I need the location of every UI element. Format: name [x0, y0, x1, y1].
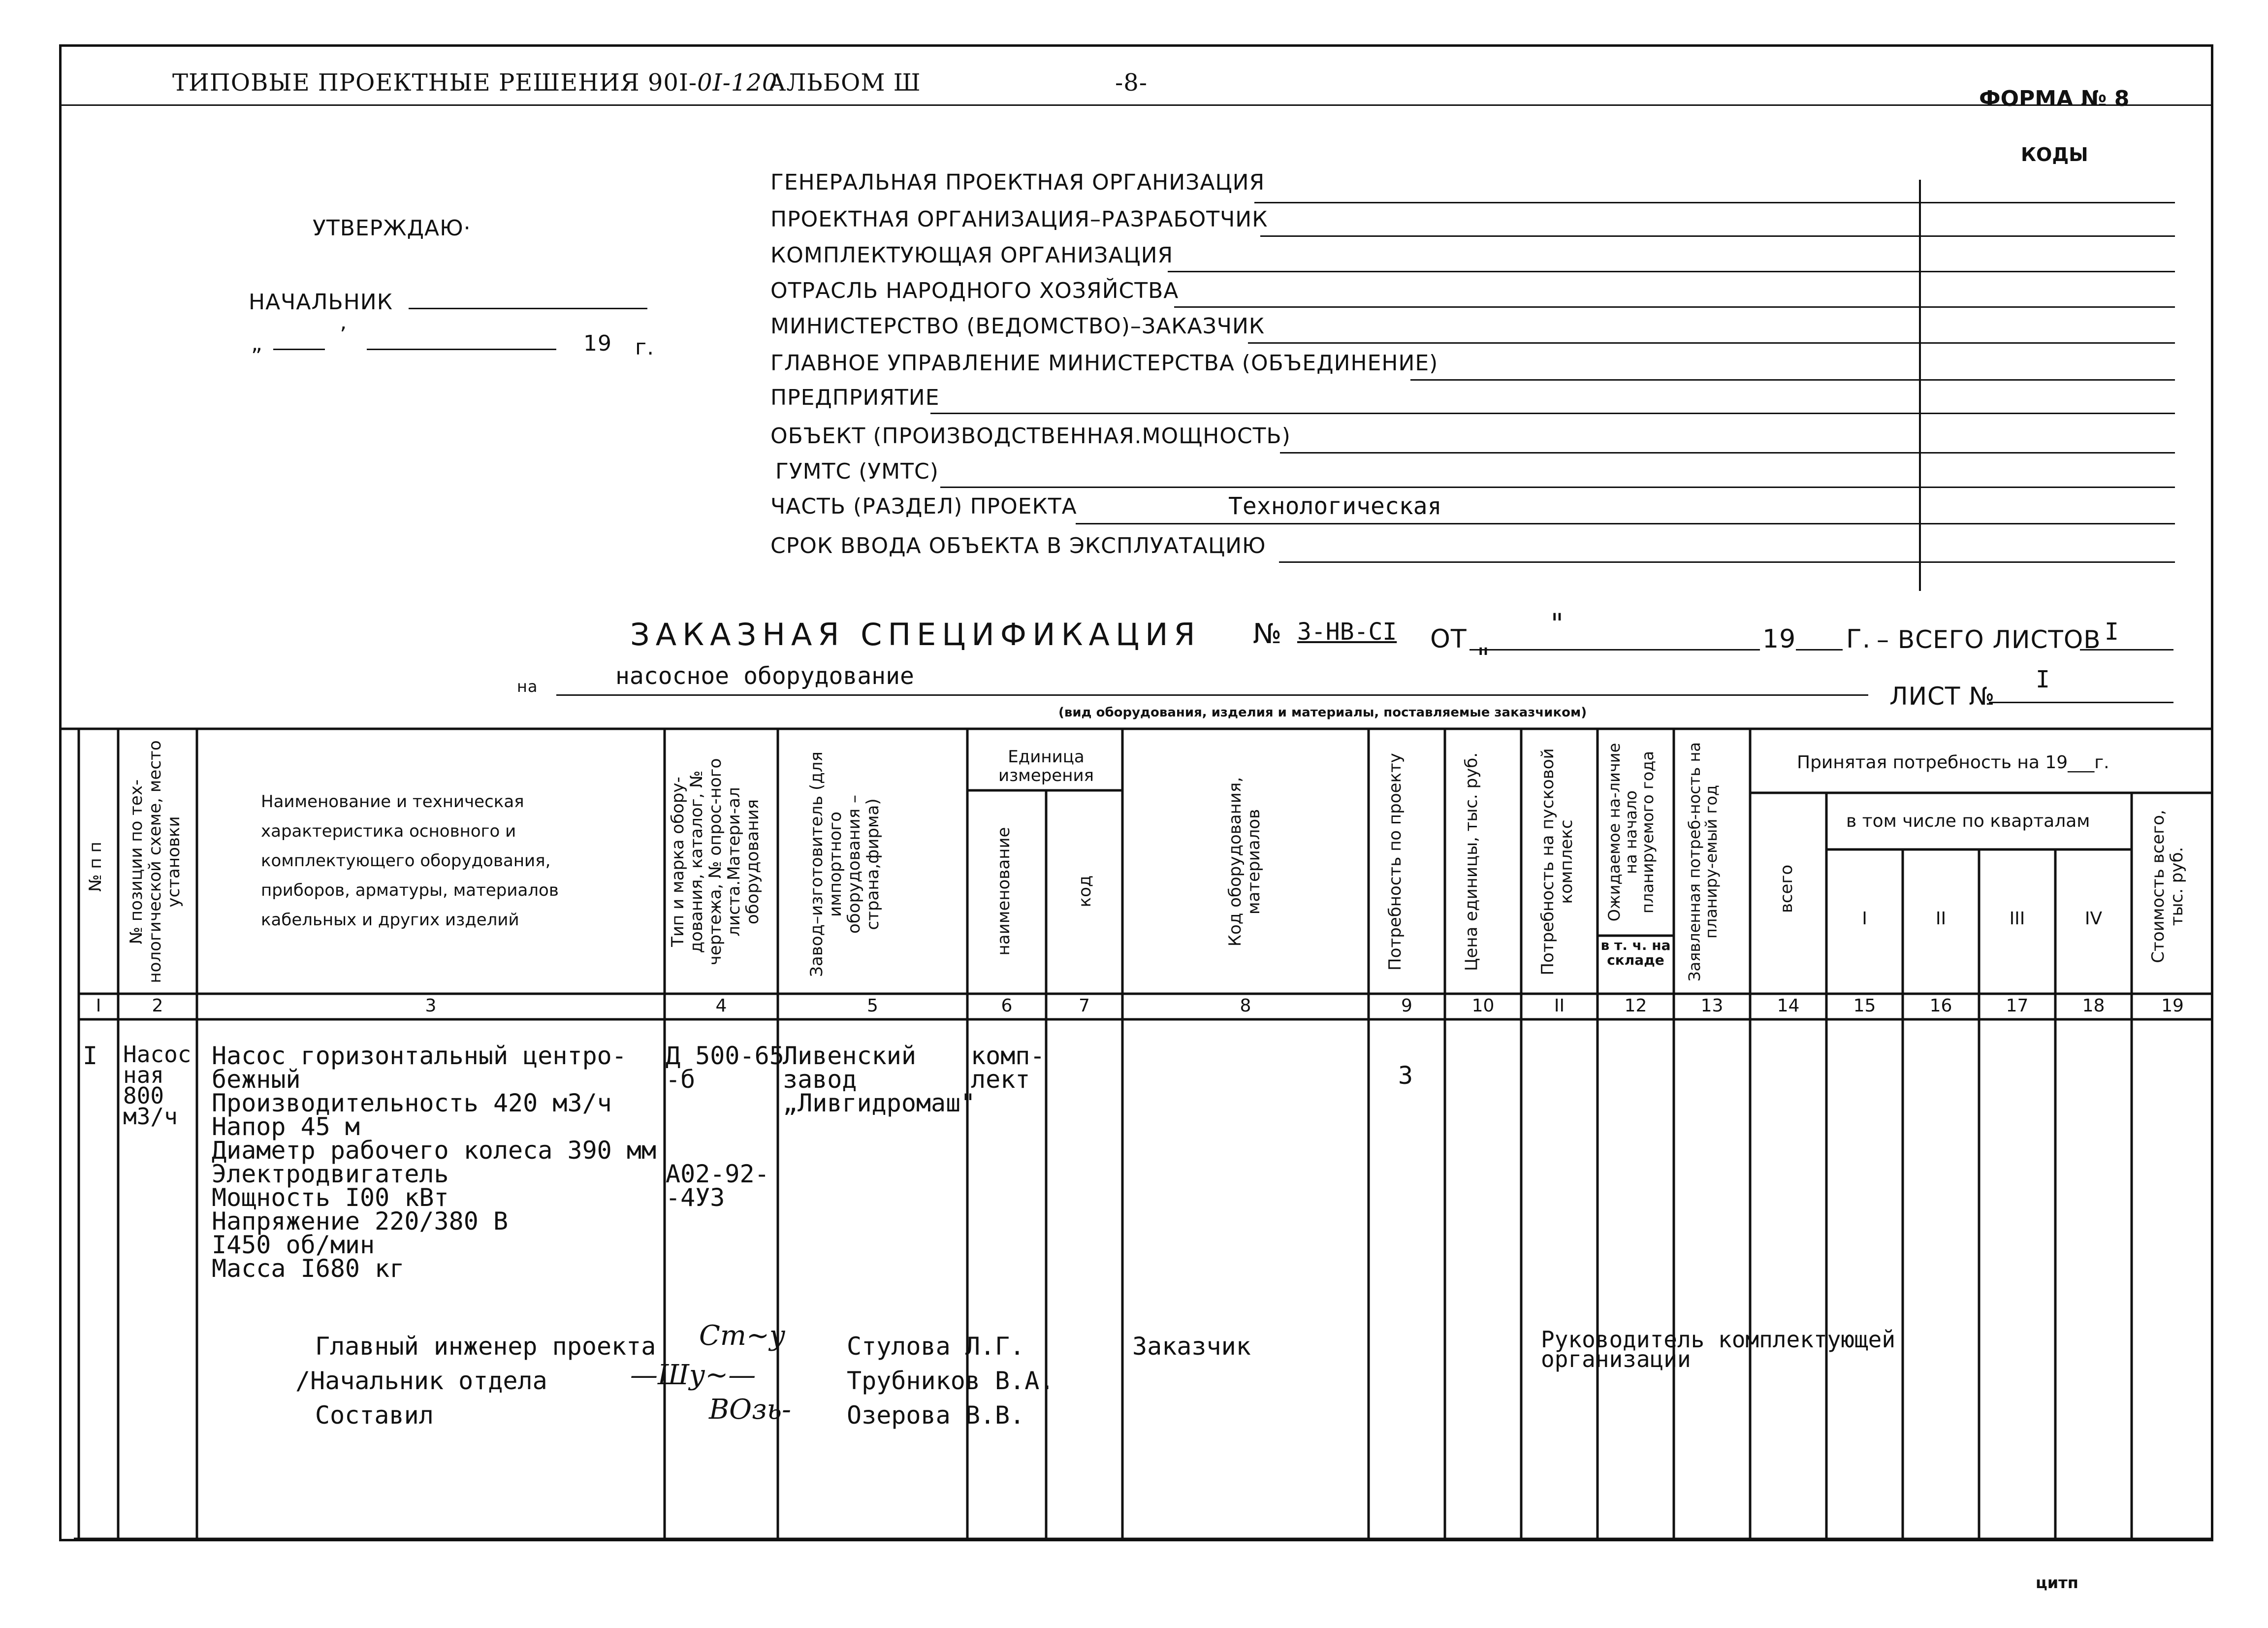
col-header-num: № п п — [86, 842, 105, 892]
album-label: АЛЬБОМ Ш — [768, 69, 921, 97]
sheet-label: ЛИСТ № — [1889, 682, 1995, 711]
chief-engineer-label: Главный инженер проекта — [315, 1332, 656, 1361]
col-number: 16 — [1929, 996, 1952, 1016]
col-header-q2: II — [1935, 909, 1947, 929]
col-header-q4: IV — [2084, 909, 2103, 929]
col-number: 19 — [2161, 996, 2184, 1016]
spec-on: на — [517, 677, 538, 696]
col-header-stock: в т. ч. на складе — [1600, 937, 1671, 968]
spec-g: Г. — [1846, 624, 1871, 654]
page-number: -8- — [1115, 69, 1148, 97]
dept-head-signature: —Шу~— — [630, 1359, 756, 1391]
row-type-motor: А02-92- -4У3 — [666, 1160, 769, 1212]
spec-number: 3-НВ-СI — [1297, 618, 1397, 646]
col-number: 15 — [1853, 996, 1876, 1016]
col-header-cost: Стоимость всего, тыс. руб. — [2148, 810, 2187, 963]
org-field-label: ГУМТС (УМТС) — [775, 459, 939, 484]
chief-label: НАЧАЛЬНИК — [249, 290, 393, 315]
col-number: 17 — [2006, 996, 2029, 1016]
row-num: I — [83, 1042, 98, 1070]
approve-title: УТВЕРЖДАЮ· — [313, 216, 471, 241]
org-field-label: СРОК ВВОДА ОБЪЕКТА В ЭКСПЛУАТАЦИЮ — [770, 533, 1266, 558]
row-unit: комп- лект — [971, 1042, 1045, 1094]
col-header-name-text: Наименование и техническая характеристика основного и комплектующего оборудования, приборов, арматуры, материалов кабельных и других изделий — [261, 792, 559, 930]
col-header-accepted: Принятая потребность на 19___г. — [1797, 752, 2109, 773]
col-header-need: Потребность по проекту — [1385, 753, 1405, 971]
col-number: 18 — [2082, 996, 2105, 1016]
footer-stamp: цитп — [2036, 1573, 2078, 1592]
codes-label: КОДЫ — [2021, 144, 2088, 165]
col-number: 14 — [1777, 996, 1800, 1016]
org-field-label: КОМПЛЕКТУЮЩАЯ ОРГАНИЗАЦИЯ — [770, 243, 1174, 268]
col-number: 6 — [1001, 996, 1013, 1016]
row-plant: Ливенский завод „Ливгидромаш" — [783, 1042, 976, 1117]
col-number: 7 — [1079, 996, 1090, 1016]
row-position: Насос ная 800 м3/ч — [123, 1041, 192, 1130]
col-header-position: № позиции по тех-нологической схеме, место установки — [127, 740, 184, 983]
col-header-name — [261, 787, 645, 935]
org-field-label: МИНИСТЕРСТВО (ВЕДОМСТВО)–ЗАКАЗЧИК — [770, 314, 1265, 339]
form-number: ФОРМА № 8 — [1979, 86, 2130, 111]
row-name: Насос горизонтальный центро- бежный Производительность 420 м3/ч Напор 45 м Диаметр рабочего колеса 390 мм Электродвигатель Мощность I00 кВт Напряжение 220/380 В I450 об/мин Масса I680 кг — [212, 1042, 657, 1283]
col-header-type: Тип и марка обору-дования, каталог, № чертежа, № опрос-ного листа.Матери-ал оборудования — [668, 758, 763, 966]
project-part-value: Технологическая — [1228, 492, 1442, 520]
compiled-signature: ВОзь- — [709, 1394, 792, 1426]
org-field-label: ГЛАВНОЕ УПРАВЛЕНИЕ МИНИСТЕРСТВА (ОБЪЕДИНЕНИЕ) — [770, 351, 1438, 376]
col-number: I — [96, 996, 101, 1016]
sheet-value: I — [2036, 666, 2050, 693]
col-number: 8 — [1240, 996, 1251, 1016]
spec-quote-bottom: " — [1477, 643, 1490, 675]
dept-head-name: Трубников В.А. — [847, 1367, 1054, 1395]
col-header-equip-code: Код оборудования, материалов — [1225, 777, 1264, 947]
org-field-label: ПРОЕКТНАЯ ОРГАНИЗАЦИЯ–РАЗРАБОТЧИК — [770, 207, 1268, 232]
col-header-declared: Заявленная потреб-ность на планиру-емый год — [1685, 742, 1721, 981]
spec-from: ОТ — [1430, 624, 1467, 654]
col-number: 5 — [867, 996, 878, 1016]
org-field-label: ЧАСТЬ (РАЗДЕЛ) ПРОЕКТА — [770, 494, 1077, 519]
series-text: ТИПОВЫЕ ПРОЕКТНЫЕ РЕШЕНИЯ 90I- — [172, 69, 698, 97]
col-header-expected: Ожидаемое на-личие на начало планируемого года — [1605, 743, 1657, 922]
spec-title: ЗАКАЗНАЯ СПЕЦИФИКАЦИЯ — [630, 617, 1201, 652]
chief-engineer-signature: Ст~у — [699, 1320, 786, 1352]
customer-label: Заказчик — [1132, 1332, 1251, 1361]
col-header-launch: Потребность на пусковой комплекс — [1538, 748, 1576, 976]
chief-engineer-name: Стулова Л.Г. — [847, 1332, 1025, 1361]
org-field-label: ГЕНЕРАЛЬНАЯ ПРОЕКТНАЯ ОРГАНИЗАЦИЯ — [770, 170, 1265, 195]
series-number: 0I-120 — [697, 69, 778, 97]
total-sheets-value: I — [2105, 618, 2119, 646]
col-header-price: Цена единицы, тыс. руб. — [1462, 752, 1481, 972]
col-number: 12 — [1624, 996, 1647, 1016]
dept-head-label: /Начальник отдела — [295, 1367, 547, 1395]
spec-quote-top: " — [1551, 608, 1564, 640]
approve-year-suffix: г. — [635, 335, 655, 360]
compiled-name: Озерова В.В. — [847, 1401, 1025, 1430]
spec-year: 19 — [1762, 624, 1796, 654]
col-header-plant: Завод–изготовитель (для импортного оборудования –страна,фирма) — [807, 751, 883, 977]
col-header-q1: I — [1862, 909, 1867, 929]
compiled-label: Составил — [315, 1401, 434, 1430]
col-number: 13 — [1700, 996, 1724, 1016]
date-comma: ’ — [340, 323, 347, 348]
spec-subject: насосное оборудование — [615, 662, 914, 690]
col-number: 4 — [715, 996, 727, 1016]
col-header-unit-name: наименование — [994, 827, 1014, 956]
col-number: 2 — [152, 996, 163, 1016]
dept-head-text: Начальник отдела — [310, 1367, 547, 1395]
org-field-label: ОБЪЕКТ (ПРОИЗВОДСТВЕННАЯ.МОЩНОСТЬ) — [770, 423, 1291, 449]
spec-number-prefix: № — [1253, 618, 1282, 650]
col-number: 3 — [425, 996, 437, 1016]
org-field-label: ПРЕДПРИЯТИЕ — [770, 385, 940, 410]
col-header-total: всего — [1777, 864, 1796, 913]
total-sheets-label: – ВСЕГО ЛИСТОВ — [1877, 625, 2101, 654]
row-need: 3 — [1398, 1061, 1413, 1090]
col-number: 9 — [1401, 996, 1412, 1016]
supplier-label: Руководитель комплектующей организации — [1541, 1326, 1896, 1372]
approve-year: 19 — [583, 331, 612, 356]
col-header-unit: Единица измерения — [998, 747, 1094, 785]
spec-subject-caption: (вид оборудования, изделия и материалы, поставляемые заказчиком) — [1058, 705, 1587, 720]
col-number: 10 — [1471, 996, 1495, 1016]
col-number: II — [1554, 996, 1565, 1016]
col-header-q3: III — [2009, 909, 2025, 929]
org-field-label: ОТРАСЛЬ НАРОДНОГО ХОЗЯЙСТВА — [770, 278, 1179, 303]
col-header-quarters: в том числе по кварталам — [1846, 811, 2090, 831]
col-header-unit-code: код — [1075, 875, 1095, 908]
row-type-pump: Д 500-65 -б — [666, 1042, 784, 1094]
date-quote: „ — [251, 331, 263, 356]
